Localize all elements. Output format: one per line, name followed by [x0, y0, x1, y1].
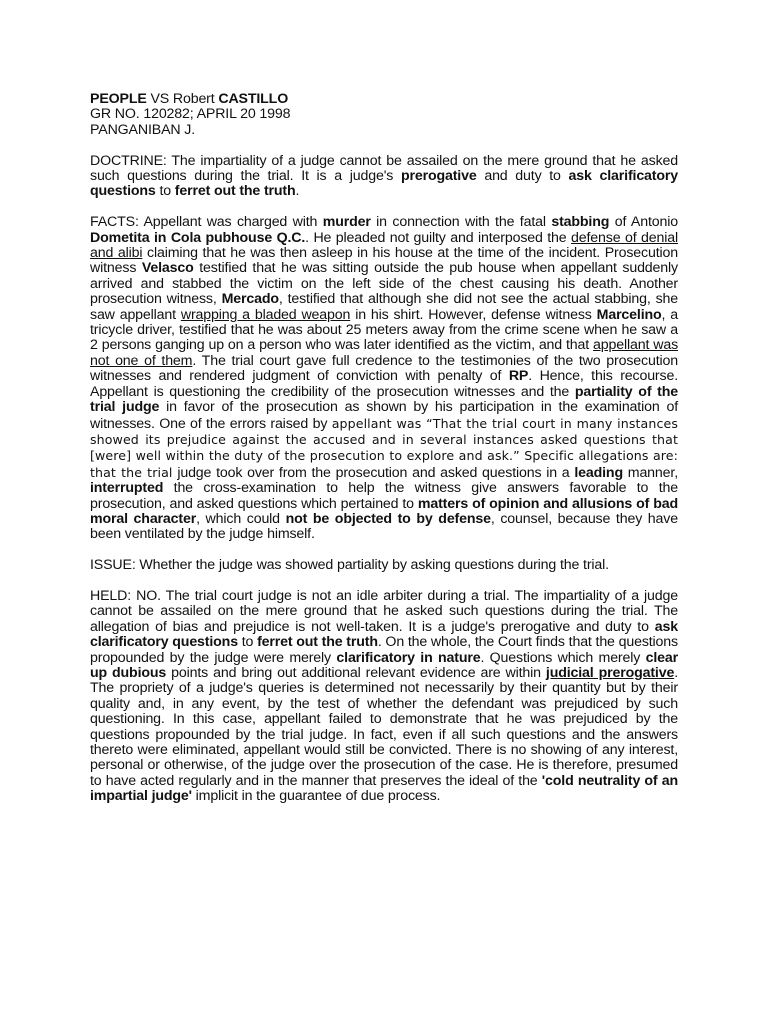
held-text: points and bring out additional relevant evidence are within: [166, 664, 546, 681]
held-bold: ask clarificatory questions: [90, 618, 678, 651]
held-bold: ferret out the truth: [257, 634, 378, 651]
doctrine-bold-prerogative: prerogative: [400, 168, 477, 185]
facts-text: the cross-examination to help the witness give answers favorable to the prosecution, and asked questions which pertained to: [90, 480, 678, 512]
held-underline-judicial-prerogative: judicial prerogative: [545, 664, 675, 681]
held-bold: clear up dubious: [90, 649, 678, 681]
held-text: implicit in the guarantee of due process.: [191, 788, 441, 805]
facts-underline: appellant was not one of them: [90, 337, 679, 369]
case-header: [90, 92, 678, 138]
facts-paragraph: [90, 215, 678, 543]
doctrine-text: and duty to: [476, 168, 569, 185]
ponente-line: PANGANIBAN J.: [90, 121, 196, 138]
facts-text: in favor of the prosecution as shown by his participation in the examination of witnesses. One of the errors raised by: [90, 399, 678, 432]
facts-text: testified that he was sitting outside the pub house when appellant suddenly arrived and stabbed the victim on the left side of the chest causing his death. Another prosecution witness,: [90, 260, 678, 308]
case-title-people: PEOPLE: [90, 91, 147, 107]
held-text: . The propriety of a judge's queries is determined not necessarily by their quantity but by their quality and, in any event, by the test of whether the defendant was prejudiced by such questioning. In this case, appellant failed to demonstrate that he was prejudiced by the questions propounded by the trial judge. In fact, even if all such questions and the answers thereto were eliminated, appellant would still be convicted. There is no showing of any interest, personal or otherwise, of the judge over the prosecution of the case. He is therefore, presumed to have acted regularly and in the manner that preserves the ideal of the: [90, 664, 678, 789]
facts-underline: defense of denial and alibi: [90, 229, 678, 262]
held-paragraph: [90, 589, 678, 805]
held-text: . Questions which merely: [480, 649, 646, 666]
facts-bold: matters of opinion and allusions of bad moral character: [90, 495, 678, 527]
doctrine-text: .: [295, 183, 300, 200]
facts-bold: murder: [322, 214, 371, 231]
facts-text: , testified that although she did not see the actual stabbing, she saw appellant: [90, 291, 678, 323]
facts-bold: RP: [508, 368, 529, 385]
facts-text: in connection with the fatal: [370, 214, 552, 231]
facts-text: in his shirt. However, defense witness: [350, 306, 597, 323]
facts-underline: wrapping a bladed weapon: [180, 306, 351, 323]
case-title-castillo: CASTILLO: [218, 91, 289, 107]
facts-text: , a tricycle driver, testified that he was about 25 meters away from the crime scene when he saw a 2 persons ganging up on a person who was later identified as the victim, and that: [90, 306, 679, 354]
case-digest-page: [90, 92, 678, 820]
doctrine-bold-ferret-truth: ferret out the truth: [174, 183, 296, 200]
facts-text: . He pleaded not guilty and interposed the: [305, 229, 572, 246]
held-bold: 'cold neutrality of an impartial judge': [90, 772, 679, 805]
facts-text: . Hence, this recourse. Appellant is questioning the credibility of the prosecution witnesses and the: [90, 368, 678, 400]
facts-text: judge took over from the prosecution and asked questions in a: [172, 464, 575, 481]
doctrine-bold-ask-questions: ask clarificatory questions: [90, 168, 679, 200]
facts-text: FACTS: Appellant was charged with: [90, 214, 323, 231]
doctrine-text: to: [155, 183, 175, 200]
facts-text: of Antonio: [609, 214, 678, 231]
facts-bold: Dometita in Cola pubhouse Q.C.: [90, 229, 306, 246]
held-bold: clarificatory in nature: [336, 649, 481, 666]
case-title-vs: VS Robert: [146, 91, 219, 107]
facts-bold: stabbing: [551, 214, 610, 231]
facts-bold: Velasco: [141, 260, 194, 277]
held-text: HELD: NO. The trial court judge is not an idle arbiter during a trial. The impartiality of a judge cannot be assailed on the mere ground that he asked such questions during the trial. The allegation of bias and prejudice is not well-taken. It is a judge's prerogative and duty to: [90, 587, 678, 635]
issue-paragraph: ISSUE: Whether the judge was showed partiality by asking questions during the trial.: [90, 557, 609, 574]
gr-number-line: GR NO. 120282; APRIL 20 1998: [90, 106, 291, 123]
facts-bold: Marcelino: [596, 306, 662, 323]
facts-bold: Mercado: [221, 291, 279, 308]
held-text: . On the whole, the Court finds that the questions propounded by the judge were merely: [90, 634, 678, 666]
doctrine-text: DOCTRINE: The impartiality of a judge cannot be assailed on the mere ground that he asked such questions during the trial. It is a judge's: [90, 152, 678, 185]
facts-text: . The trial court gave full credence to the testimonies of the two prosecution witnesses and rendered judgment of conviction with penalty of: [90, 352, 679, 385]
facts-text: manner,: [622, 464, 678, 481]
doctrine-paragraph: [90, 154, 678, 200]
facts-bold: not be objected to by defense: [285, 510, 491, 527]
facts-quoted-allegation: appellant was “That the trial court in many instances showed its prejudice against the accused and in several instances asked questions that [were] well within the duty of the prosecution to explore and ask.” Specific allegations are: that the trial: [90, 415, 678, 480]
held-bold-underline: [546, 665, 674, 681]
facts-bold: leading: [574, 464, 623, 481]
case-title: [90, 92, 678, 107]
facts-bold: partiality of the trial judge: [90, 383, 678, 416]
facts-text: , which could: [196, 510, 286, 527]
facts-text: claiming that he was then asleep in his house at the time of the incident. Prosecution witness: [90, 245, 678, 277]
facts-bold: interrupted: [90, 480, 164, 497]
held-text: to: [237, 634, 258, 651]
facts-text: , counsel, because they have been ventilated by the judge himself.: [90, 510, 678, 543]
